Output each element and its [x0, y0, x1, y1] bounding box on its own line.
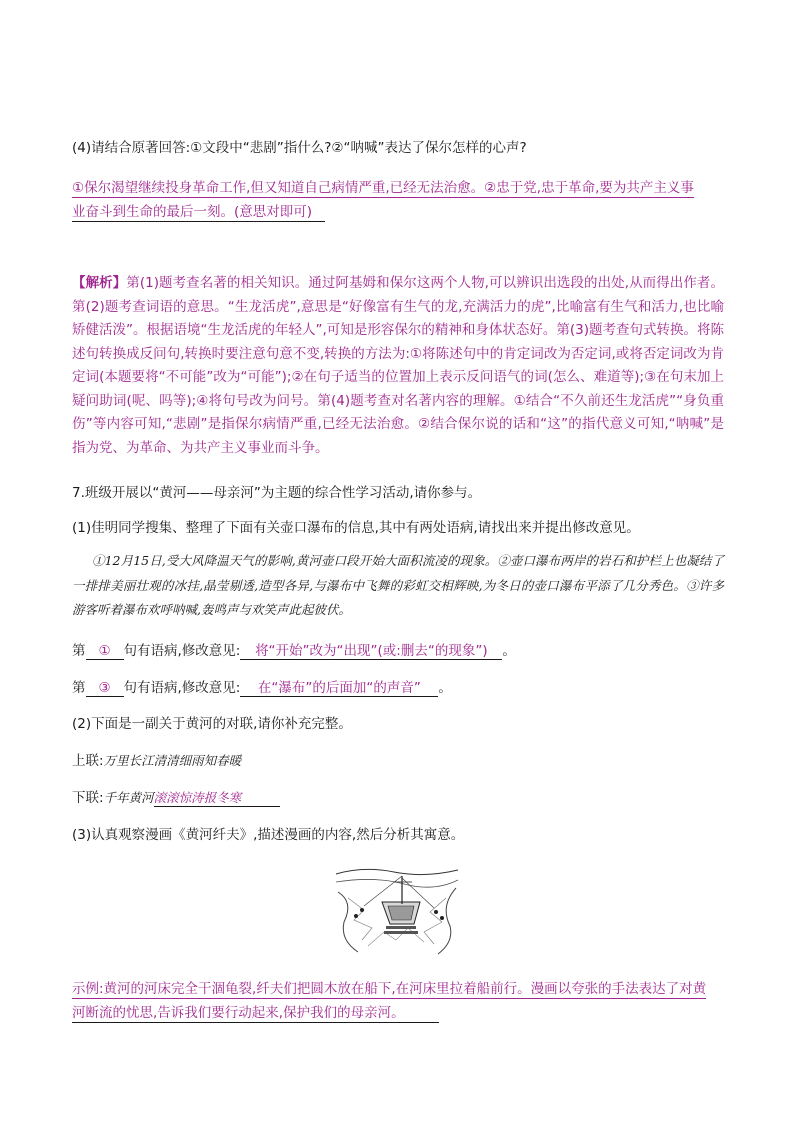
couplet-lower-answer: 滚滚惊涛报冬寒	[154, 788, 280, 807]
q4-question: (4)请结合原著回答:①文段中“悲剧”指什么?②“呐喊”表达了保尔怎样的心声?	[72, 140, 527, 156]
analysis-tag: 【解析】	[72, 275, 127, 291]
yellow-river-tracker-cartoon	[334, 862, 460, 956]
q4-answer-line2: 业奋斗到生命的最后一刻。(意思对即可)	[72, 200, 325, 220]
q7-answer3-line2: 河断流的忧思,告诉我们要行动起来,保护我们的母亲河。	[72, 1001, 439, 1021]
q7-sub1: (1)佳明同学搜集、整理了下面有关壶口瀑布的信息,其中有两处语病,请找出来并提出修改意见。	[72, 520, 640, 536]
fix2-answer: 在“瀑布”的后面加“的声音”	[240, 676, 438, 697]
fix2-line: 第 ③ 句有语病,修改意见: 在“瀑布”的后面加“的声音” 。	[72, 676, 452, 697]
couplet-lower: 下联:千年黄河滚滚惊涛报冬寒	[72, 786, 280, 807]
waterfall-passage: ①12月15日,受大风降温天气的影响,黄河壶口段开始大面积流凌的现象。②壶口瀑布两岸的岩石和护栏上也凝结了一排排美丽壮观的冰挂,晶莹剔透,造型各异,与瀑布中飞舞的彩虹交相辉映,为冬日的壶口瀑布平添了几分秀色。③许多游客听着瀑布欢呼呐喊,轰鸣声与欢笑声此起彼伏。	[72, 553, 724, 617]
couplet-upper: 上联:万里长江清清细雨知春暖	[72, 753, 242, 769]
fix1-number: ①	[86, 643, 124, 660]
q7-sub2: (2)下面是一副关于黄河的对联,请你补充完整。	[72, 716, 352, 732]
analysis-text: 第(1)题考查名著的相关知识。通过阿基姆和保尔这两个人物,可以辨识出选段的出处,从而得出作者。第(2)题考查词语的意思。“生龙活虎”,意思是“好像富有生气的龙,充满活力的虎”,比喻富有生气和活力,也比喻矫健活泼”。根据语境“生龙活虎的年轻人”,可知是形容保尔的精神和身体状态好。第(3)题考查句式转换。将陈述句转换成反问句,转换时要注意句意不变,转换的方法为:①将陈述句中的肯定词改为否定词,或将否定词改为肯定词(本题要将“不可能”改为“可能”);②在句子适当的位置加上表示反问语气的词(怎么、难道等);③在句末加上疑问助词(呢、吗等);④将句号改为问号。第(4)题考查对名著内容的理解。①结合“不久前还生龙活虎”“身负重伤”等内容可知,“悲剧”是指保尔病情严重,已经无法治愈。②结合保尔说的话和“这”的指代意义可知,“呐喊”是指为党、为革命、为共产主义事业而斗争。	[72, 275, 724, 456]
q4-answer-line1: ①保尔渴望继续投身革命工作,但又知道自己病情严重,已经无法治愈。②忠于党,忠于革命,要为共产主义事	[72, 180, 694, 196]
q7-intro: 7.班级开展以“黄河——母亲河”为主题的综合性学习活动,请你参与。	[72, 485, 482, 501]
fix2-number: ③	[86, 680, 124, 697]
q7-answer3-line1: 示例:黄河的河床完全干涸龟裂,纤夫们把圆木放在船下,在河床里拉着船前行。漫画以夸张的手法表达了对黄	[72, 981, 707, 997]
fix1-line: 第 ① 句有语病,修改意见: 将“开始”改为“出现”(或:删去“的现象”) 。	[72, 639, 516, 660]
fix1-answer: 将“开始”改为“出现”(或:删去“的现象”)	[240, 639, 502, 660]
q7-sub3: (3)认真观察漫画《黄河纤夫》,描述漫画的内容,然后分析其寓意。	[72, 827, 465, 843]
analysis-block	[72, 272, 724, 460]
